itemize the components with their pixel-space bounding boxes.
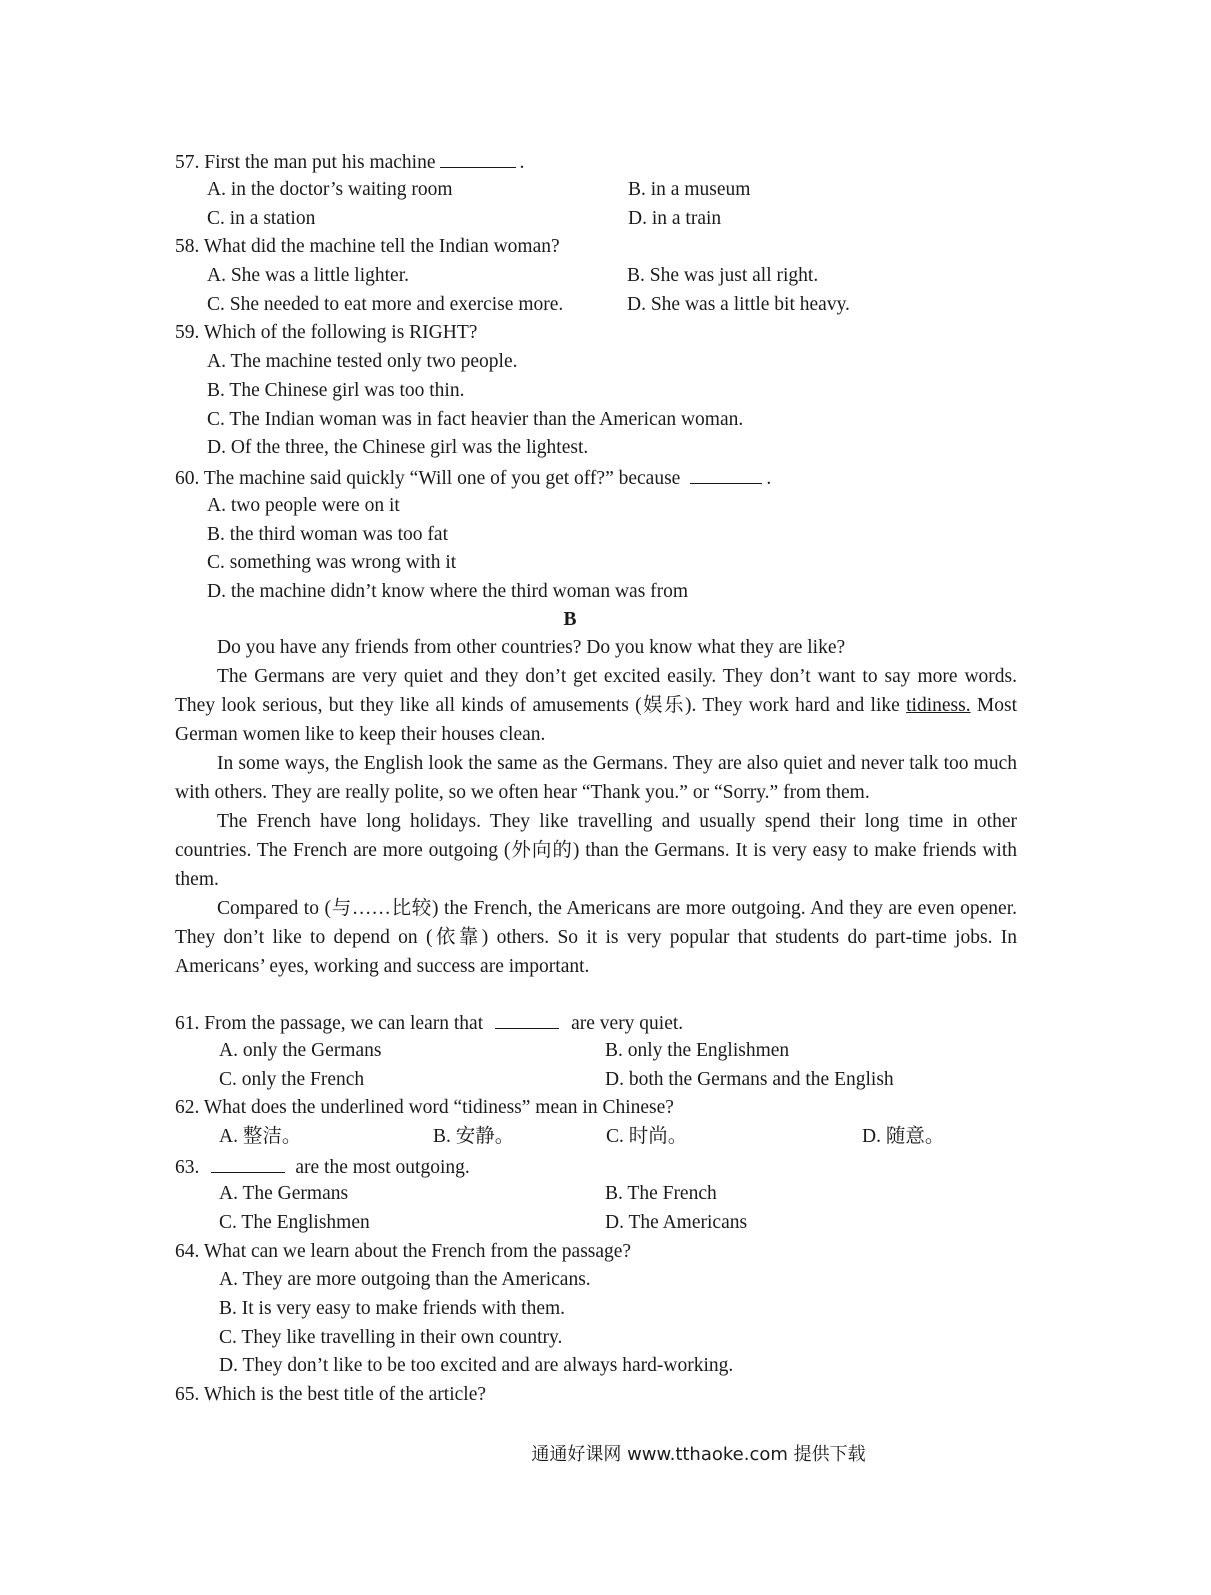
passage-paragraph-1: Do you have any friends from other countries? Do you know what they are like? xyxy=(217,637,846,658)
answer-blank xyxy=(211,1154,285,1173)
question-65-stem: 65. Which is the best title of the article? xyxy=(175,1384,487,1405)
question-58-stem: 58. What did the machine tell the Indian woman? xyxy=(175,236,560,257)
passage-paragraph-2 xyxy=(175,662,1017,749)
q58-option-b: B. She was just all right. xyxy=(627,265,819,286)
stem-tail: are very quiet. xyxy=(571,1013,684,1034)
question-stem-text: 61. From the passage, we can learn that xyxy=(175,1013,484,1034)
q61-option-b: B. only the Englishmen xyxy=(605,1040,790,1061)
question-number: 63. xyxy=(175,1157,200,1178)
q59-option-a: A. The machine tested only two people. xyxy=(207,351,518,372)
paragraph-text: Most German women like to keep their houses clean. xyxy=(175,695,1017,745)
q58-option-c: C. She needed to eat more and exercise more. xyxy=(207,294,564,315)
q64-option-b: B. It is very easy to make friends with them. xyxy=(219,1298,566,1319)
passage-paragraph-4: The French have long holidays. They like travelling and usually spend their long time in other countries. The French are more outgoing (外向的) than the Germans. It is very easy to make friends with them. xyxy=(175,811,1017,890)
q63-option-a: A. The Germans xyxy=(219,1183,349,1204)
q61-option-d: D. both the Germans and the English xyxy=(605,1069,894,1090)
q60-option-b: B. the third woman was too fat xyxy=(207,524,448,545)
q60-option-c: C. something was wrong with it xyxy=(207,552,457,573)
question-59-stem: 59. Which of the following is RIGHT? xyxy=(175,322,478,343)
question-stem-text: 60. The machine said quickly “Will one of you get off?” because xyxy=(175,468,681,489)
q62-option-b: B. 安静。 xyxy=(433,1126,515,1147)
answer-blank xyxy=(690,465,762,484)
question-64-stem: 64. What can we learn about the French from the passage? xyxy=(175,1241,632,1262)
q57-option-d: D. in a train xyxy=(628,208,722,229)
reading-passage xyxy=(175,633,1017,981)
q60-option-d: D. the machine didn’t know where the third woman was from xyxy=(207,581,689,602)
q61-option-a: A. only the Germans xyxy=(219,1040,382,1061)
answer-blank xyxy=(495,1010,559,1029)
question-57-stem xyxy=(175,149,524,175)
q64-option-d: D. They don’t like to be too excited and are always hard-working. xyxy=(219,1355,734,1376)
q62-option-c: C. 时尚。 xyxy=(606,1126,688,1147)
q58-option-d: D. She was a little bit heavy. xyxy=(627,294,850,315)
question-63-stem xyxy=(175,1154,470,1180)
q64-option-a: A. They are more outgoing than the Americans. xyxy=(219,1269,591,1290)
q60-option-a: A. two people were on it xyxy=(207,495,400,516)
q57-option-c: C. in a station xyxy=(207,208,316,229)
underlined-word: tidiness. xyxy=(906,695,971,716)
q58-option-a: A. She was a little lighter. xyxy=(207,265,410,286)
stem-tail: are the most outgoing. xyxy=(295,1157,470,1178)
q63-option-b: B. The French xyxy=(605,1183,717,1204)
q64-option-c: C. They like travelling in their own country. xyxy=(219,1327,563,1348)
passage-paragraph-5: Compared to (与……比较) the French, the Americans are more outgoing. And they are even opener. They don’t like to depend on (依靠) others. So it is very popular that students do part-time jobs. In Americans’ eyes, working and success are important. xyxy=(175,898,1017,977)
stem-tail: . xyxy=(519,152,525,173)
q63-option-d: D. The Americans xyxy=(605,1212,748,1233)
q61-option-c: C. only the French xyxy=(219,1069,365,1090)
q59-option-d: D. Of the three, the Chinese girl was the lightest. xyxy=(207,437,589,458)
question-62-stem: 62. What does the underlined word “tidiness” mean in Chinese? xyxy=(175,1097,674,1118)
page-footer: 通通好课网 www.tthaoke.com 提供下载 xyxy=(531,1444,866,1465)
q62-option-d: D. 随意。 xyxy=(862,1126,945,1147)
q57-option-a: A. in the doctor’s waiting room xyxy=(207,179,453,200)
q59-option-c: C. The Indian woman was in fact heavier than the American woman. xyxy=(207,409,744,430)
question-60-stem xyxy=(175,465,771,491)
q57-option-b: B. in a museum xyxy=(628,179,751,200)
q63-option-c: C. The Englishmen xyxy=(219,1212,370,1233)
passage-paragraph-3: In some ways, the English look the same as the Germans. They are also quiet and never talk too much with others. They are really polite, so we often hear “Thank you.” or “Sorry.” from them. xyxy=(175,753,1017,803)
question-stem-text: 57. First the man put his machine xyxy=(175,152,436,173)
section-heading-b: B xyxy=(563,609,577,630)
answer-blank xyxy=(440,149,516,168)
q59-option-b: B. The Chinese girl was too thin. xyxy=(207,380,465,401)
question-61-stem xyxy=(175,1010,683,1036)
stem-tail: . xyxy=(766,468,772,489)
q62-option-a: A. 整洁。 xyxy=(219,1126,302,1147)
paragraph-text: The Germans are very quiet and they don’t get excited easily. They don’t want to say more words. They look serious, but they like all kinds of amusements (娱乐). They work hard and like xyxy=(175,666,1017,716)
